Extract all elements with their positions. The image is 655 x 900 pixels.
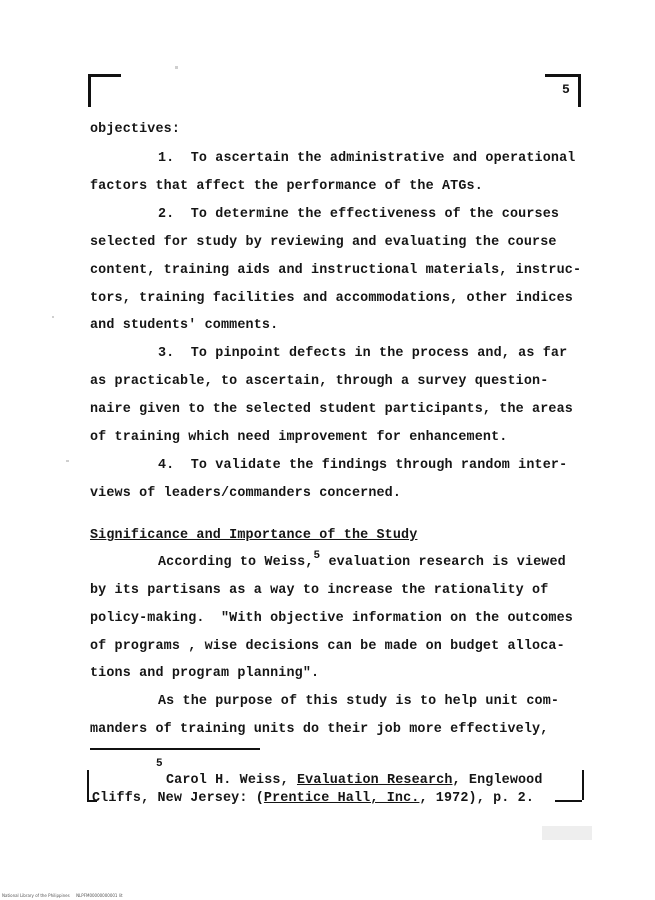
text-line: of programs , wise decisions can be made on budget alloca- — [90, 639, 565, 654]
objective-4: 4. To validate the findings through random inter- — [158, 458, 568, 473]
footnote-rule — [90, 748, 260, 750]
citation-title: Evaluation Research — [296, 773, 453, 788]
text-fragment: , 1972), p. 2. — [419, 791, 535, 806]
text-fragment: Carol H. Weiss, — [166, 773, 297, 788]
top-left-corner-mark — [88, 74, 121, 107]
footnote-line — [92, 791, 534, 806]
text-line: tors, training facilities and accommodations, other indices — [90, 291, 573, 306]
text-fragment: According to Weiss, — [158, 555, 314, 570]
text-line: as practicable, to ascertain, through a survey question- — [90, 374, 549, 389]
text-line: tions and program planning". — [90, 666, 320, 681]
text-line: objectives: — [90, 122, 181, 137]
text-line: policy-making. "With objective information on the outcomes — [90, 611, 573, 626]
text-fragment: evaluation research is viewed — [328, 555, 566, 570]
text-line: As the purpose of this study is to help unit com- — [158, 694, 560, 709]
text-line: and students' comments. — [90, 318, 279, 333]
text-line: manders of training units do their job more effectively, — [90, 722, 549, 737]
footnote-reference: 5 — [313, 550, 321, 562]
section-heading: Significance and Importance of the Study — [90, 528, 418, 543]
scan-noise — [542, 826, 592, 840]
text-line: views of leaders/commanders concerned. — [90, 486, 402, 501]
scan-speck — [52, 316, 54, 318]
scan-speck — [175, 66, 178, 69]
text-line — [158, 550, 566, 570]
scan-footer: National Library of the Philippines NLPFM00000000001 lit — [2, 893, 123, 898]
objective-3: 3. To pinpoint defects in the process and, as far — [158, 346, 568, 361]
text-line: of training which need improvement for enhancement. — [90, 430, 508, 445]
objective-2: 2. To determine the effectiveness of the courses — [158, 207, 560, 222]
text-line: selected for study by reviewing and evaluating the course — [90, 235, 557, 250]
page-number: 5 — [562, 82, 570, 97]
text-fragment: , Englewood — [452, 773, 543, 788]
footnote-right-mark — [580, 770, 584, 800]
citation-publisher: Prentice Hall, Inc. — [263, 791, 420, 806]
footnote-right-mark-base — [555, 800, 582, 802]
footnote-line — [166, 773, 543, 788]
objective-1: 1. To ascertain the administrative and operational — [158, 151, 576, 166]
scan-speck — [66, 460, 69, 462]
text-line: by its partisans as a way to increase the rationality of — [90, 583, 549, 598]
text-line: naire given to the selected student participants, the areas — [90, 402, 573, 417]
text-line: content, training aids and instructional materials, instruc- — [90, 263, 582, 278]
footnote-marker: 5 — [156, 758, 163, 770]
text-line: factors that affect the performance of the ATGs. — [90, 179, 483, 194]
text-fragment: Cliffs, New Jersey: ( — [92, 791, 264, 806]
